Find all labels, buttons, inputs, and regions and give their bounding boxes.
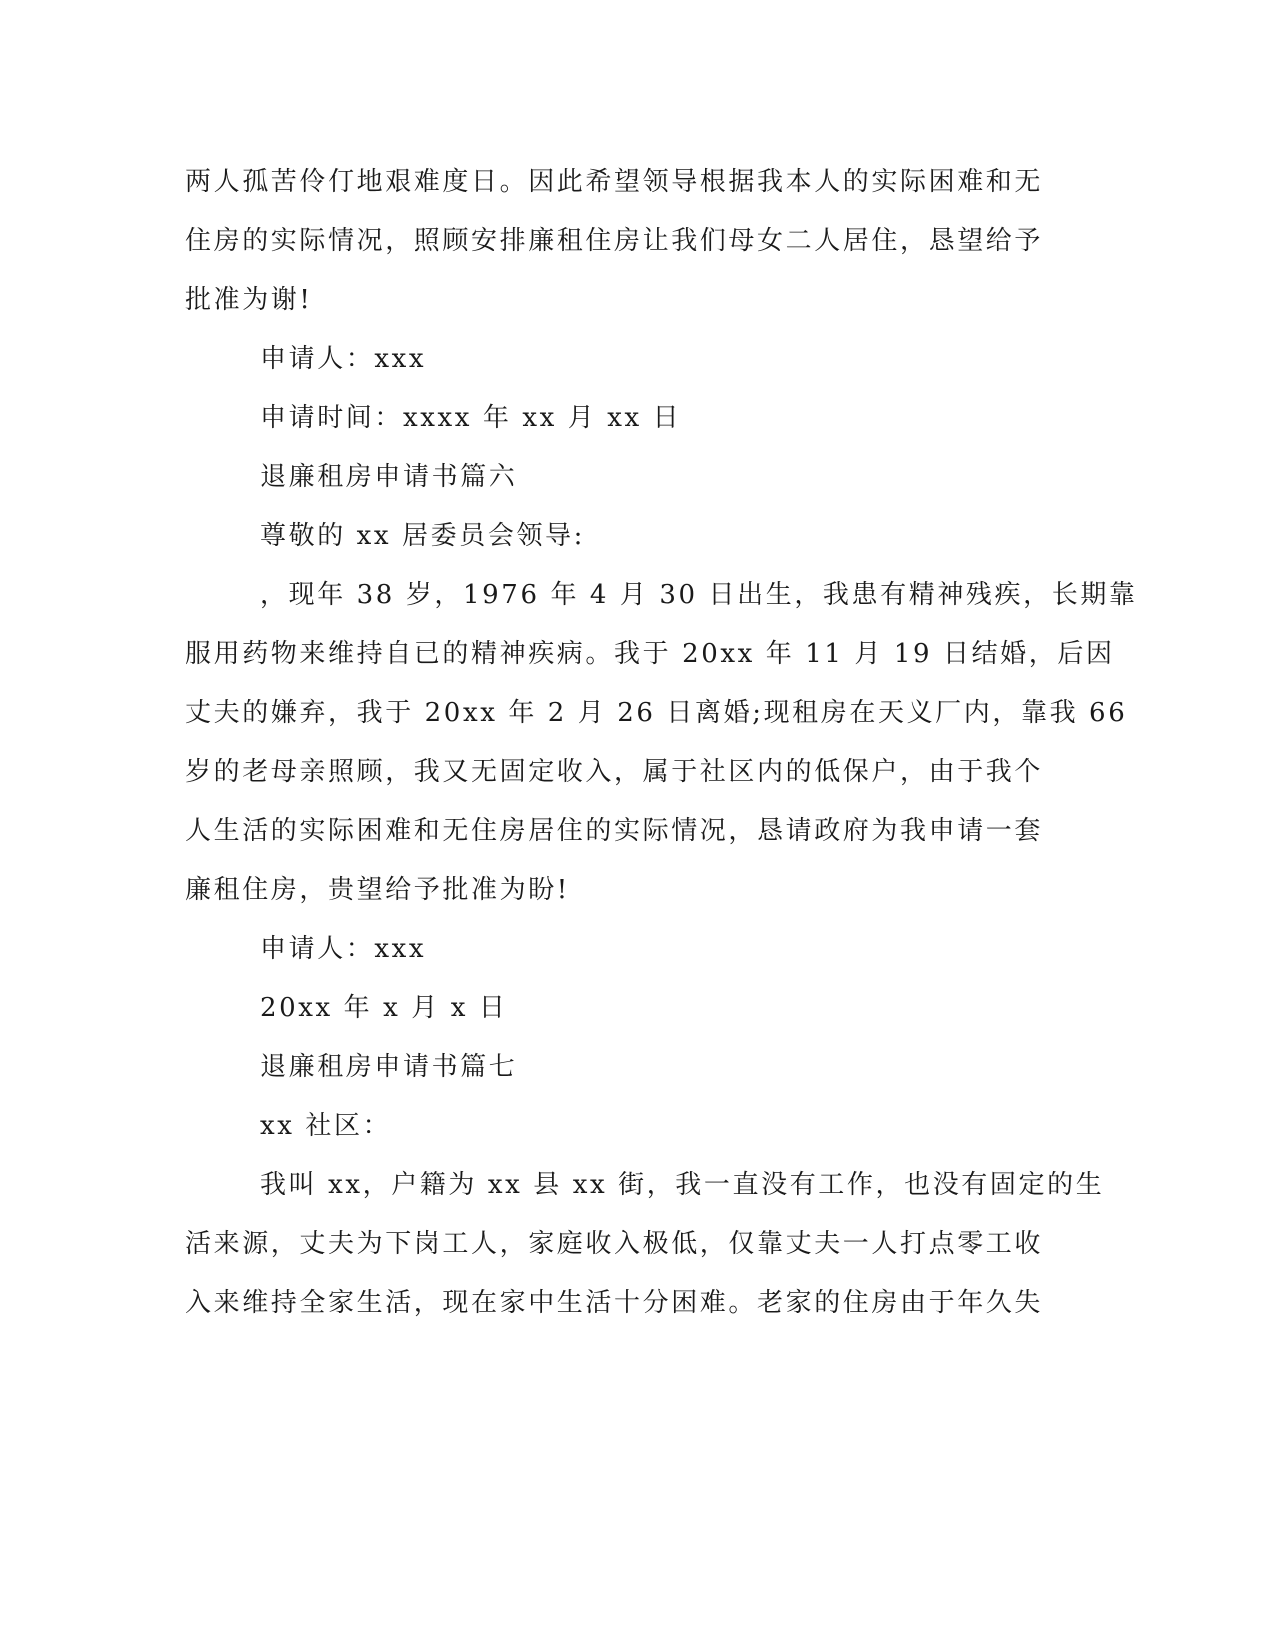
salutation-line: xx 社区： bbox=[260, 1111, 392, 1141]
body-text-line: 批准为谢! bbox=[185, 285, 313, 315]
body-text-line: 两人孤苦伶仃地艰难度日。因此希望领导根据我本人的实际困难和无 bbox=[185, 167, 1044, 197]
body-text-line: 廉租住房，贵望给予批准为盼! bbox=[185, 875, 570, 905]
body-text-line: ，现年 38 岁，1976 年 4 月 30 日出生，我患有精神残疾，长期靠 bbox=[260, 580, 1138, 610]
applicant-line: 申请人：xxx bbox=[260, 344, 427, 374]
body-text-line: 住房的实际情况，照顾安排廉租住房让我们母女二人居住，恳望给予 bbox=[185, 226, 1044, 256]
body-text-line: 入来维持全家生活，现在家中生活十分困难。老家的住房由于年久失 bbox=[185, 1288, 1044, 1318]
application-date-line: 申请时间：xxxx 年 xx 月 xx 日 bbox=[260, 403, 682, 433]
body-text-line: 我叫 xx，户籍为 xx 县 xx 街，我一直没有工作，也没有固定的生 bbox=[260, 1170, 1105, 1200]
section-heading: 退廉租房申请书篇七 bbox=[260, 1052, 518, 1082]
body-text-line: 人生活的实际困难和无住房居住的实际情况，恳请政府为我申请一套 bbox=[185, 816, 1044, 846]
section-heading: 退廉租房申请书篇六 bbox=[260, 462, 518, 492]
applicant-line: 申请人：xxx bbox=[260, 934, 427, 964]
salutation-line: 尊敬的 xx 居委员会领导: bbox=[260, 521, 586, 551]
date-line: 20xx 年 x 月 x 日 bbox=[260, 993, 508, 1023]
body-text-line: 活来源，丈夫为下岗工人，家庭收入极低，仅靠丈夫一人打点零工收 bbox=[185, 1229, 1044, 1259]
body-text-line: 岁的老母亲照顾，我又无固定收入，属于社区内的低保户，由于我个 bbox=[185, 757, 1044, 787]
body-text-line: 服用药物来维持自已的精神疾病。我于 20xx 年 11 月 19 日结婚，后因 bbox=[185, 639, 1115, 669]
body-text-line: 丈夫的嫌弃，我于 20xx 年 2 月 26 日离婚;现租房在天义厂内，靠我 66 bbox=[185, 698, 1128, 728]
